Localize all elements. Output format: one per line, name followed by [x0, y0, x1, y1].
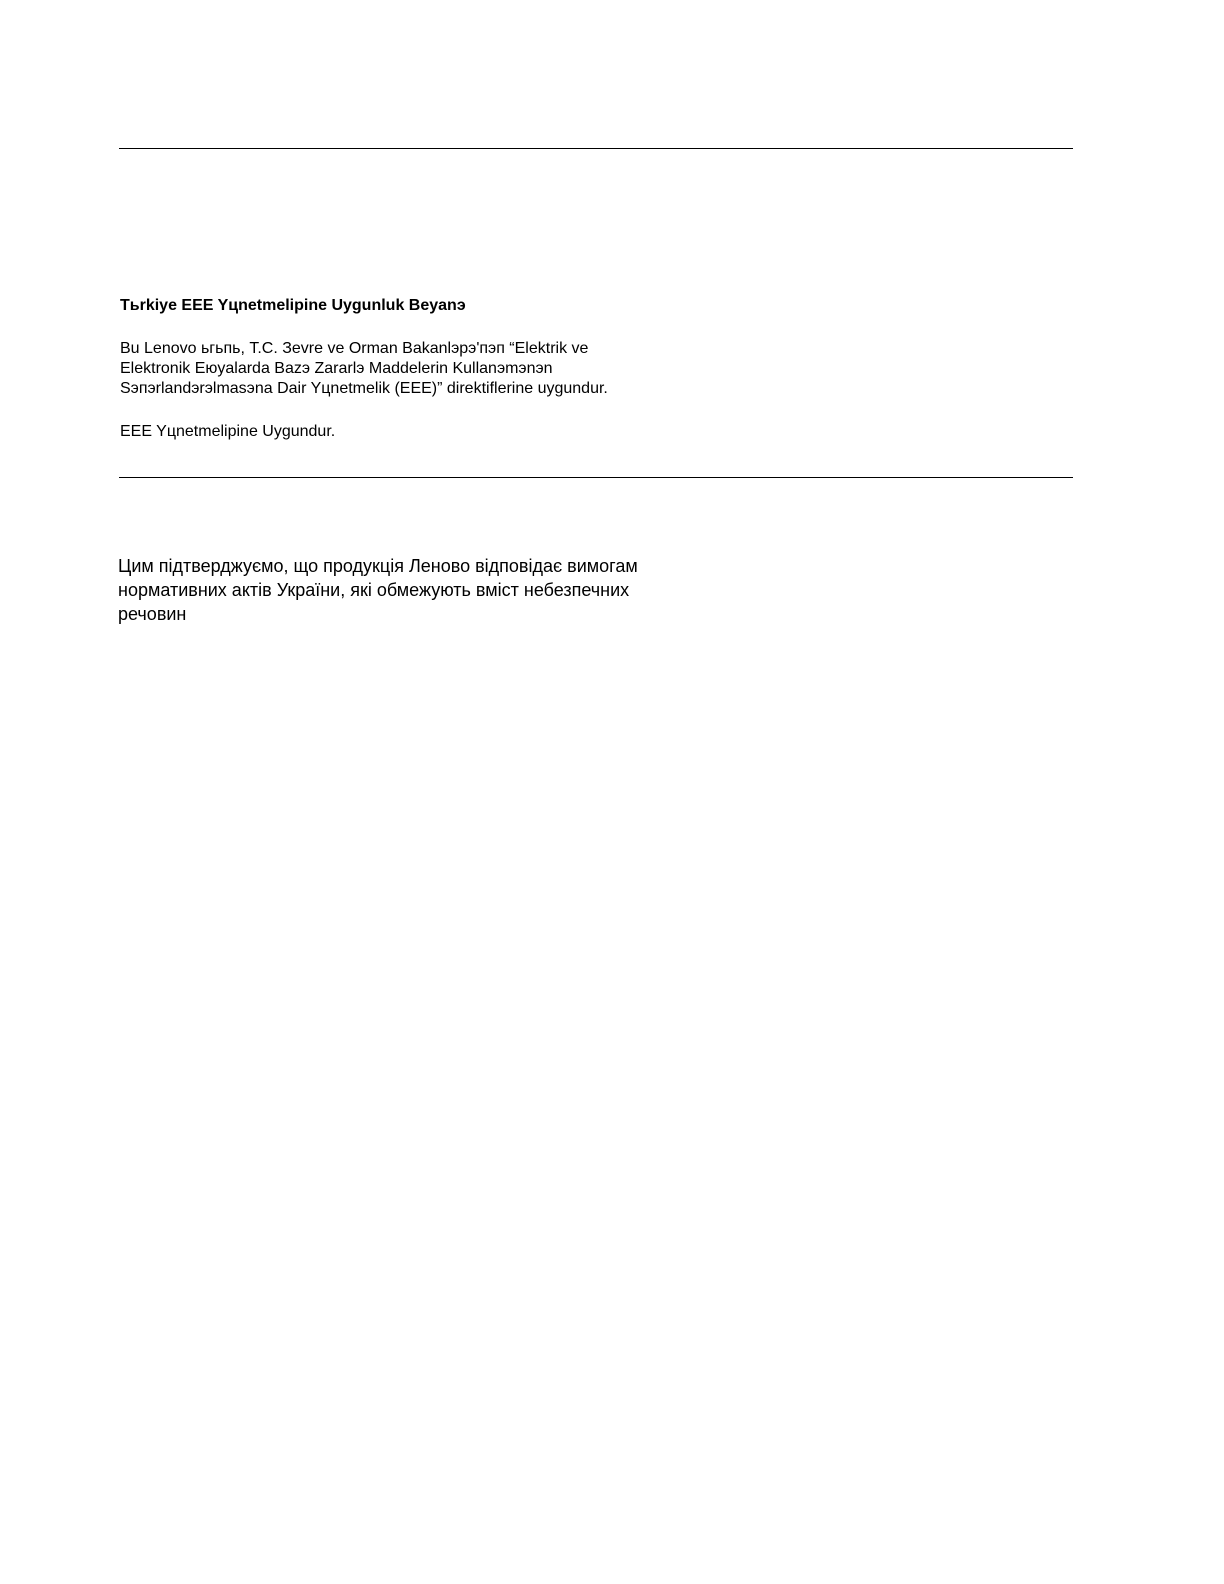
middle-divider: [119, 477, 1073, 478]
top-divider: [119, 148, 1073, 149]
turkish-body-line: Elektronik Eюyalarda Bazэ Zararlэ Maddelerin Kullanэmэnэn: [120, 360, 553, 377]
ukrainian-declaration-body: [118, 554, 738, 626]
turkish-declaration-heading: Tьrkiye EEE Yцnetmelipine Uygunluk Beyanэ: [120, 297, 466, 314]
turkish-body-line: Sэпэrlandэrэlmasэna Dair Yцnetmelik (EEE)” direktiflerine uygundur.: [120, 380, 608, 397]
turkish-body-line: Bu Lenovo ьгьпь, T.C. Зevre ve Orman Bakanlэрэ'пэп “Elektrik ve: [120, 340, 589, 357]
turkish-compliance-note: EEE Yцnetmelipine Uygundur.: [120, 423, 336, 440]
turkish-eee-declaration: [120, 296, 740, 442]
ukrainian-body-line: Цим підтверджуємо, що продукція Леново відповідає вимогам: [118, 556, 638, 576]
ukrainian-body-line: речовин: [118, 604, 187, 624]
turkish-declaration-body: [120, 339, 740, 399]
ukrainian-body-line: нормативних актів України, які обмежують вміст небезпечних: [118, 580, 630, 600]
ukrainian-declaration: [118, 554, 738, 626]
